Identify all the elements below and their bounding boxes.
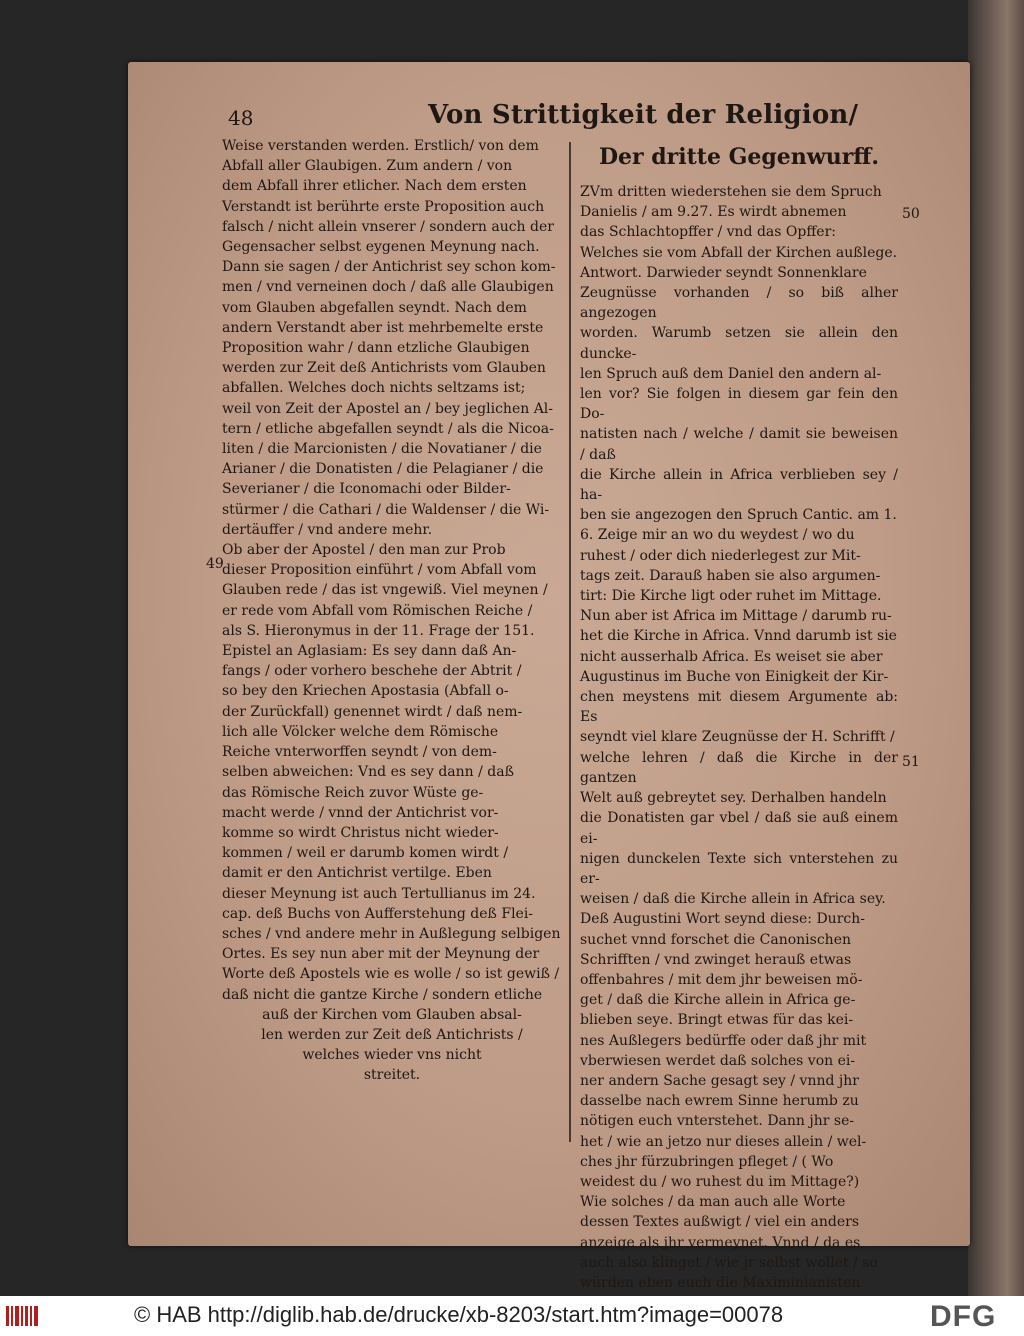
text-line: het die Kirche in Africa. Vnnd darumb ist sie xyxy=(580,628,897,645)
text-line: weil von Zeit der Apostel an / bey jeglichen Al- xyxy=(222,400,554,417)
text-line: Nun aber ist Africa im Mittage / darumb ru- xyxy=(580,608,892,625)
text-line: auß der Kirchen vom Glauben absal- xyxy=(262,1006,522,1023)
text-line: blieben seye. Bringt etwas für das kei- xyxy=(580,1012,854,1029)
text-line: selben abweichen: Vnd es sey dann / daß xyxy=(222,764,514,781)
text-line: len Spruch auß dem Daniel den andern al- xyxy=(580,365,882,382)
text-line: welches wieder vns nicht xyxy=(302,1047,482,1064)
text-line: Verstandt ist berührte erste Proposition auch xyxy=(222,198,545,215)
text-line: er rede vom Abfall vom Römischen Reiche / xyxy=(222,602,533,619)
text-line: weidest du / wo ruhest du im Mittage?) xyxy=(580,1173,860,1190)
text-line: Schrifften / vnd zwinget herauß etwas xyxy=(580,951,852,968)
text-line: lich alle Völcker welche dem Römische xyxy=(222,723,499,740)
text-line: Ortes. Es sey nun aber mit der Meynung der xyxy=(222,946,540,963)
margin-mark-right-2: 51 xyxy=(902,754,920,770)
text-line: dieser Meynung ist auch Tertullianus im 24. xyxy=(222,885,536,902)
text-line: würden eben euch die Maximinianisten xyxy=(580,1274,861,1291)
text-line: Antwort. Darwieder seyndt Sonnenklare xyxy=(580,264,867,281)
text-line: Zeugnüsse vorhanden / so biß alher angezogen xyxy=(580,285,898,322)
text-line: liten / die Marcionisten / die Novatianer / die xyxy=(222,441,542,458)
text-line: Wie solches / da man auch alle Worte xyxy=(580,1194,846,1211)
text-line: nicht ausserhalb Africa. Es weiset sie aber xyxy=(580,648,883,665)
text-line: macht werde / vnnd der Antichrist vor- xyxy=(222,804,499,821)
text-line: get / daß die Kirche allein in Africa ge- xyxy=(580,992,856,1009)
dfg-logo: DFG xyxy=(930,1300,997,1333)
right-column xyxy=(580,136,898,1313)
text-line: nes Außlegers bedürffe oder daß jhr mit xyxy=(580,1032,867,1049)
text-line: Danielis / am 9.27. Es wirdt abnemen xyxy=(580,204,847,221)
running-head: Von Strittigkeit der Religion/ xyxy=(428,100,859,130)
right-column-text xyxy=(580,182,898,1313)
text-line: cap. deß Buchs von Aufferstehung deß Flei- xyxy=(222,905,534,922)
text-line: dertäuffer / vnd andere mehr. xyxy=(222,521,433,538)
text-line: worden. Warumb setzen sie allein den duncke- xyxy=(580,325,898,362)
text-line: nötigen euch vnterstehet. Dann jhr se- xyxy=(580,1113,855,1130)
text-line: tirt: Die Kirche ligt oder ruhet im Mittage. xyxy=(580,588,882,605)
footer-bar xyxy=(0,1296,1024,1336)
text-line: werden zur Zeit deß Antichrists vom Glauben xyxy=(222,360,546,377)
text-line: Weise verstanden werden. Erstlich/ von dem xyxy=(222,138,539,154)
citation-link[interactable]: © HAB http://diglib.hab.de/drucke/xb-8203/start.htm?image=00078 xyxy=(134,1302,784,1327)
text-line: Ob aber der Apostel / den man zur Prob xyxy=(222,542,506,559)
text-line: welche lehren / daß die Kirche in der gantzen xyxy=(580,749,898,786)
text-line: dem Abfall ihrer etlicher. Nach dem ersten xyxy=(222,178,527,195)
text-line: nigen dunckelen Texte sich vnterstehen zu er- xyxy=(580,850,898,887)
page-number: 48 xyxy=(228,106,254,130)
text-line: kommen / weil er darumb komen wirdt / xyxy=(222,845,509,862)
text-line: ben sie angezogen den Spruch Cantic. am 1. xyxy=(580,507,897,524)
text-line: Gegensacher selbst eygenen Meynung nach. xyxy=(222,239,540,256)
text-line: 6. Zeige mir an wo du weydest / wo du xyxy=(580,527,855,544)
text-line: anzeige als jhr vermeynet. Vnnd / da es xyxy=(580,1234,861,1251)
text-line: abfallen. Welches doch nichts seltzams ist; xyxy=(222,380,526,397)
text-line: weisen / daß die Kirche allein in Africa sey. xyxy=(580,891,886,908)
margin-mark-left: 49 xyxy=(206,556,224,572)
text-line: dessen Textes außwigt / viel ein anders xyxy=(580,1214,860,1231)
text-line: Welt auß gebreytet sey. Derhalben handeln xyxy=(580,790,887,807)
text-line: streitet. xyxy=(363,1067,421,1084)
margin-mark-right-1: 50 xyxy=(902,206,920,222)
text-line: Epistel an Aglasiam: Es sey dann daß An- xyxy=(222,643,517,660)
text-line: auch also klinget / wie jr selbst wollet / so xyxy=(580,1254,878,1271)
text-line: fangs / oder vorhero beschehe der Abtrit / xyxy=(222,663,522,680)
text-line: falsch / nicht allein vnserer / sondern auch der xyxy=(222,218,554,235)
text-line: das Römische Reich zuvor Wüste ge- xyxy=(222,784,484,801)
text-line: Reiche vnterworffen seyndt / von dem- xyxy=(222,744,497,761)
text-line: der Zurückfall) genennet wirdt / daß nem- xyxy=(222,703,523,720)
text-line: Augustinus im Buche von Einigkeit der Kir- xyxy=(580,668,889,685)
text-line: tags zeit. Darauß haben sie also argumen- xyxy=(580,567,881,584)
text-line: Arianer / die Donatisten / die Pelagianer / die xyxy=(222,461,544,478)
text-line: ruhest / oder dich niederlegest zur Mit- xyxy=(580,547,861,564)
text-line: Welches sie vom Abfall der Kirchen außlege. xyxy=(580,244,898,261)
text-line: ner andern Sache gesagt sey / vnnd jhr xyxy=(580,1072,859,1089)
text-line: Deß Augustini Wort seynd diese: Durch- xyxy=(580,911,865,928)
section-heading: Der dritte Gegenwurff. xyxy=(598,144,880,170)
text-line: len vor? Sie folgen in diesem gar fein den Do- xyxy=(580,386,898,423)
text-line: als S. Hieronymus in der 11. Frage der 151. xyxy=(222,622,535,639)
text-line: vberwiesen werdet daß solches von ei- xyxy=(580,1052,856,1069)
text-line: len werden zur Zeit deß Antichrists / xyxy=(261,1026,523,1043)
text-line: daß nicht die gantze Kirche / sondern etliche xyxy=(222,986,543,1003)
text-line: suchet vnnd forschet die Canonischen xyxy=(580,931,851,948)
text-line: andern Verstandt aber ist mehrbemelte erste xyxy=(222,319,544,336)
text-line: dasselbe nach ewrem Sinne herumb zu xyxy=(580,1093,859,1110)
text-line: stürmer / die Cathari / die Waldenser / die Wi- xyxy=(222,501,550,518)
left-column xyxy=(222,136,562,1086)
text-line: Worte deß Apostels wie es wolle / so ist gewiß / xyxy=(222,966,560,983)
text-line: Severianer / die Iconomachi oder Bilder- xyxy=(222,481,511,498)
text-line: die Kirche allein in Africa verblieben sey / ha- xyxy=(580,466,898,504)
text-line: chen meystens mit diesem Argumente ab: Es xyxy=(580,689,898,726)
text-line: damit er den Antichrist vertilge. Eben xyxy=(222,865,492,882)
text-line: Abfall aller Glaubigen. Zum andern / von xyxy=(222,158,513,175)
text-line: sches / vnd andere mehr in Außlegung selbigen xyxy=(222,925,561,942)
column-rule xyxy=(569,142,571,1142)
hab-barcode-icon xyxy=(6,1304,40,1328)
text-line: offenbahres / mit dem jhr beweisen mö- xyxy=(580,971,863,988)
text-line: das Schlachtopffer / vnd das Opffer: xyxy=(580,224,836,241)
text-line: dieser Proposition einführt / vom Abfall vom xyxy=(222,562,537,579)
text-line: ches jhr fürzubringen pfleget / ( Wo xyxy=(580,1153,834,1170)
text-line: seyndt viel klare Zeugnüsse der H. Schrifft / xyxy=(580,729,895,746)
text-line: men / vnd verneinen doch / daß alle Glaubigen xyxy=(222,279,554,296)
book-page xyxy=(128,62,970,1291)
text-line: Dann sie sagen / der Antichrist sey schon kom- xyxy=(222,259,556,276)
text-line: die Donatisten gar vbel / daß sie auß einem ei- xyxy=(580,810,898,847)
text-line: Glauben rede / das ist vngewiß. Viel meynen / xyxy=(222,582,548,599)
text-line: vom Glauben abgefallen seyndt. Nach dem xyxy=(222,299,527,316)
text-line: het / wie an jetzo nur dieses allein / wel- xyxy=(580,1133,867,1150)
text-line: tern / etliche abgefallen seyndt / als die Nicoa- xyxy=(222,420,554,437)
text-line: Proposition wahr / dann etzliche Glaubigen xyxy=(222,340,530,357)
text-line: natisten nach / welche / damit sie beweisen / daß xyxy=(580,426,898,463)
book-fold-edge xyxy=(968,0,1024,1296)
text-line: ZVm dritten wiederstehen sie dem Spruch xyxy=(580,184,882,200)
text-line: so bey den Kriechen Apostasia (Abfall o- xyxy=(222,683,509,700)
text-line: komme so wirdt Christus nicht wieder- xyxy=(222,824,499,841)
